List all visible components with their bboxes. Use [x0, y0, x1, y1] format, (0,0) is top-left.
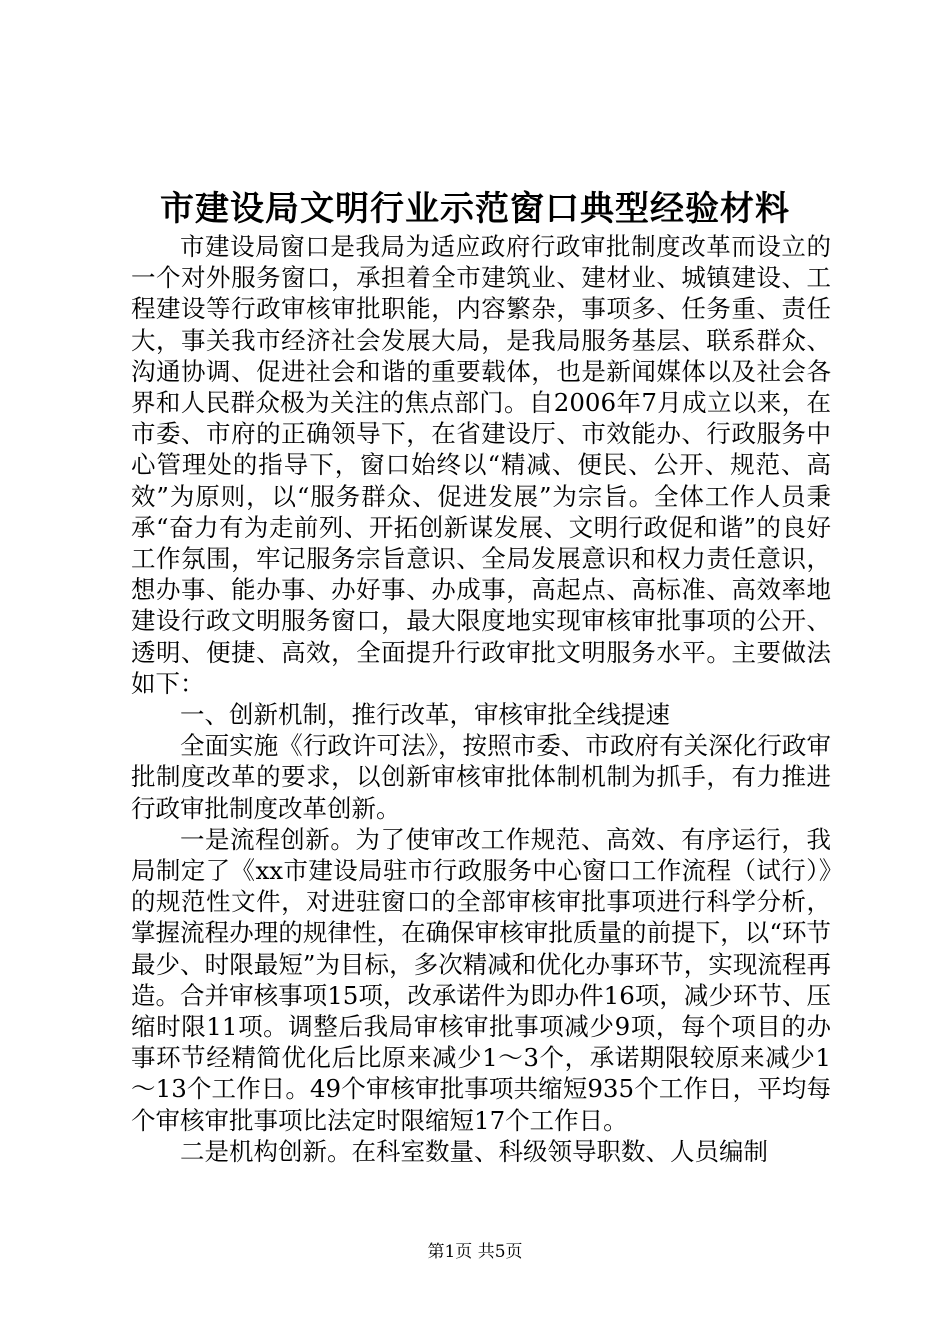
document-title: 市建设局文明行业示范窗口典型经验材料 [160, 189, 790, 229]
section-heading-1: 一、创新机制，推行改革，审核审批全线提速 [180, 700, 670, 730]
paragraph-process-innovation: 一是流程创新。为了使审改工作规范、高效、有序运行，我局制定了《xx市建设局驻市行政服务中心窗口工作流程（试行）》的规范性文件，对进驻窗口的全部审核审批事项进行科学分析，掌握流程办理的规律性，在确保审核审批质量的前提下，以“环节最少、时限最短”为目标，多次精减和优化办事环节，实现流程再造。合并审核事项15项，改承诺件为即办件16项，减少环节、压缩时限11项。调整后我局审核审批事项减少9项，每个项目的办事环节经精简优化后比原来减少1～3个，承诺期限较原来减少1～13个工作日。49个审核审批事项共缩短935个工作日，平均每个审核审批事项比法定时限缩短17个工作日。 [131, 824, 831, 1135]
paragraph-organization-innovation: 二是机构创新。在科室数量、科级领导职数、人员编制 [180, 1136, 768, 1166]
page-number-footer: 第1页 共5页 [427, 1242, 523, 1262]
paragraph-section-1-intro: 全面实施《行政许可法》，按照市委、市政府有关深化行政审批制度改革的要求，以创新审核审批体制机制为抓手，有力推进行政审批制度改革创新。 [131, 731, 831, 823]
document-body [131, 231, 831, 1167]
paragraph-intro: 市建设局窗口是我局为适应政府行政审批制度改革而设立的一个对外服务窗口，承担着全市建筑业、建材业、城镇建设、工程建设等行政审核审批职能，内容繁杂，事项多、任务重、责任大，事关我市经济社会发展大局，是我局服务基层、联系群众、沟通协调、促进社会和谐的重要载体，也是新闻媒体以及社会各界和人民群众极为关注的焦点部门。自2006年7月成立以来，在市委、市府的正确领导下，在省建设厅、市效能办、行政服务中心管理处的指导下，窗口始终以“精减、便民、公开、规范、高效”为原则，以“服务群众、促进发展”为宗旨。全体工作人员秉承“奋力有为走前列、开拓创新谋发展、文明行政促和谐”的良好工作氛围，牢记服务宗旨意识、全局发展意识和权力责任意识，想办事、能办事、办好事、办成事，高起点、高标准、高效率地建设行政文明服务窗口，最大限度地实现审核审批事项的公开、透明、便捷、高效，全面提升行政审批文明服务水平。主要做法如下： [131, 232, 831, 698]
